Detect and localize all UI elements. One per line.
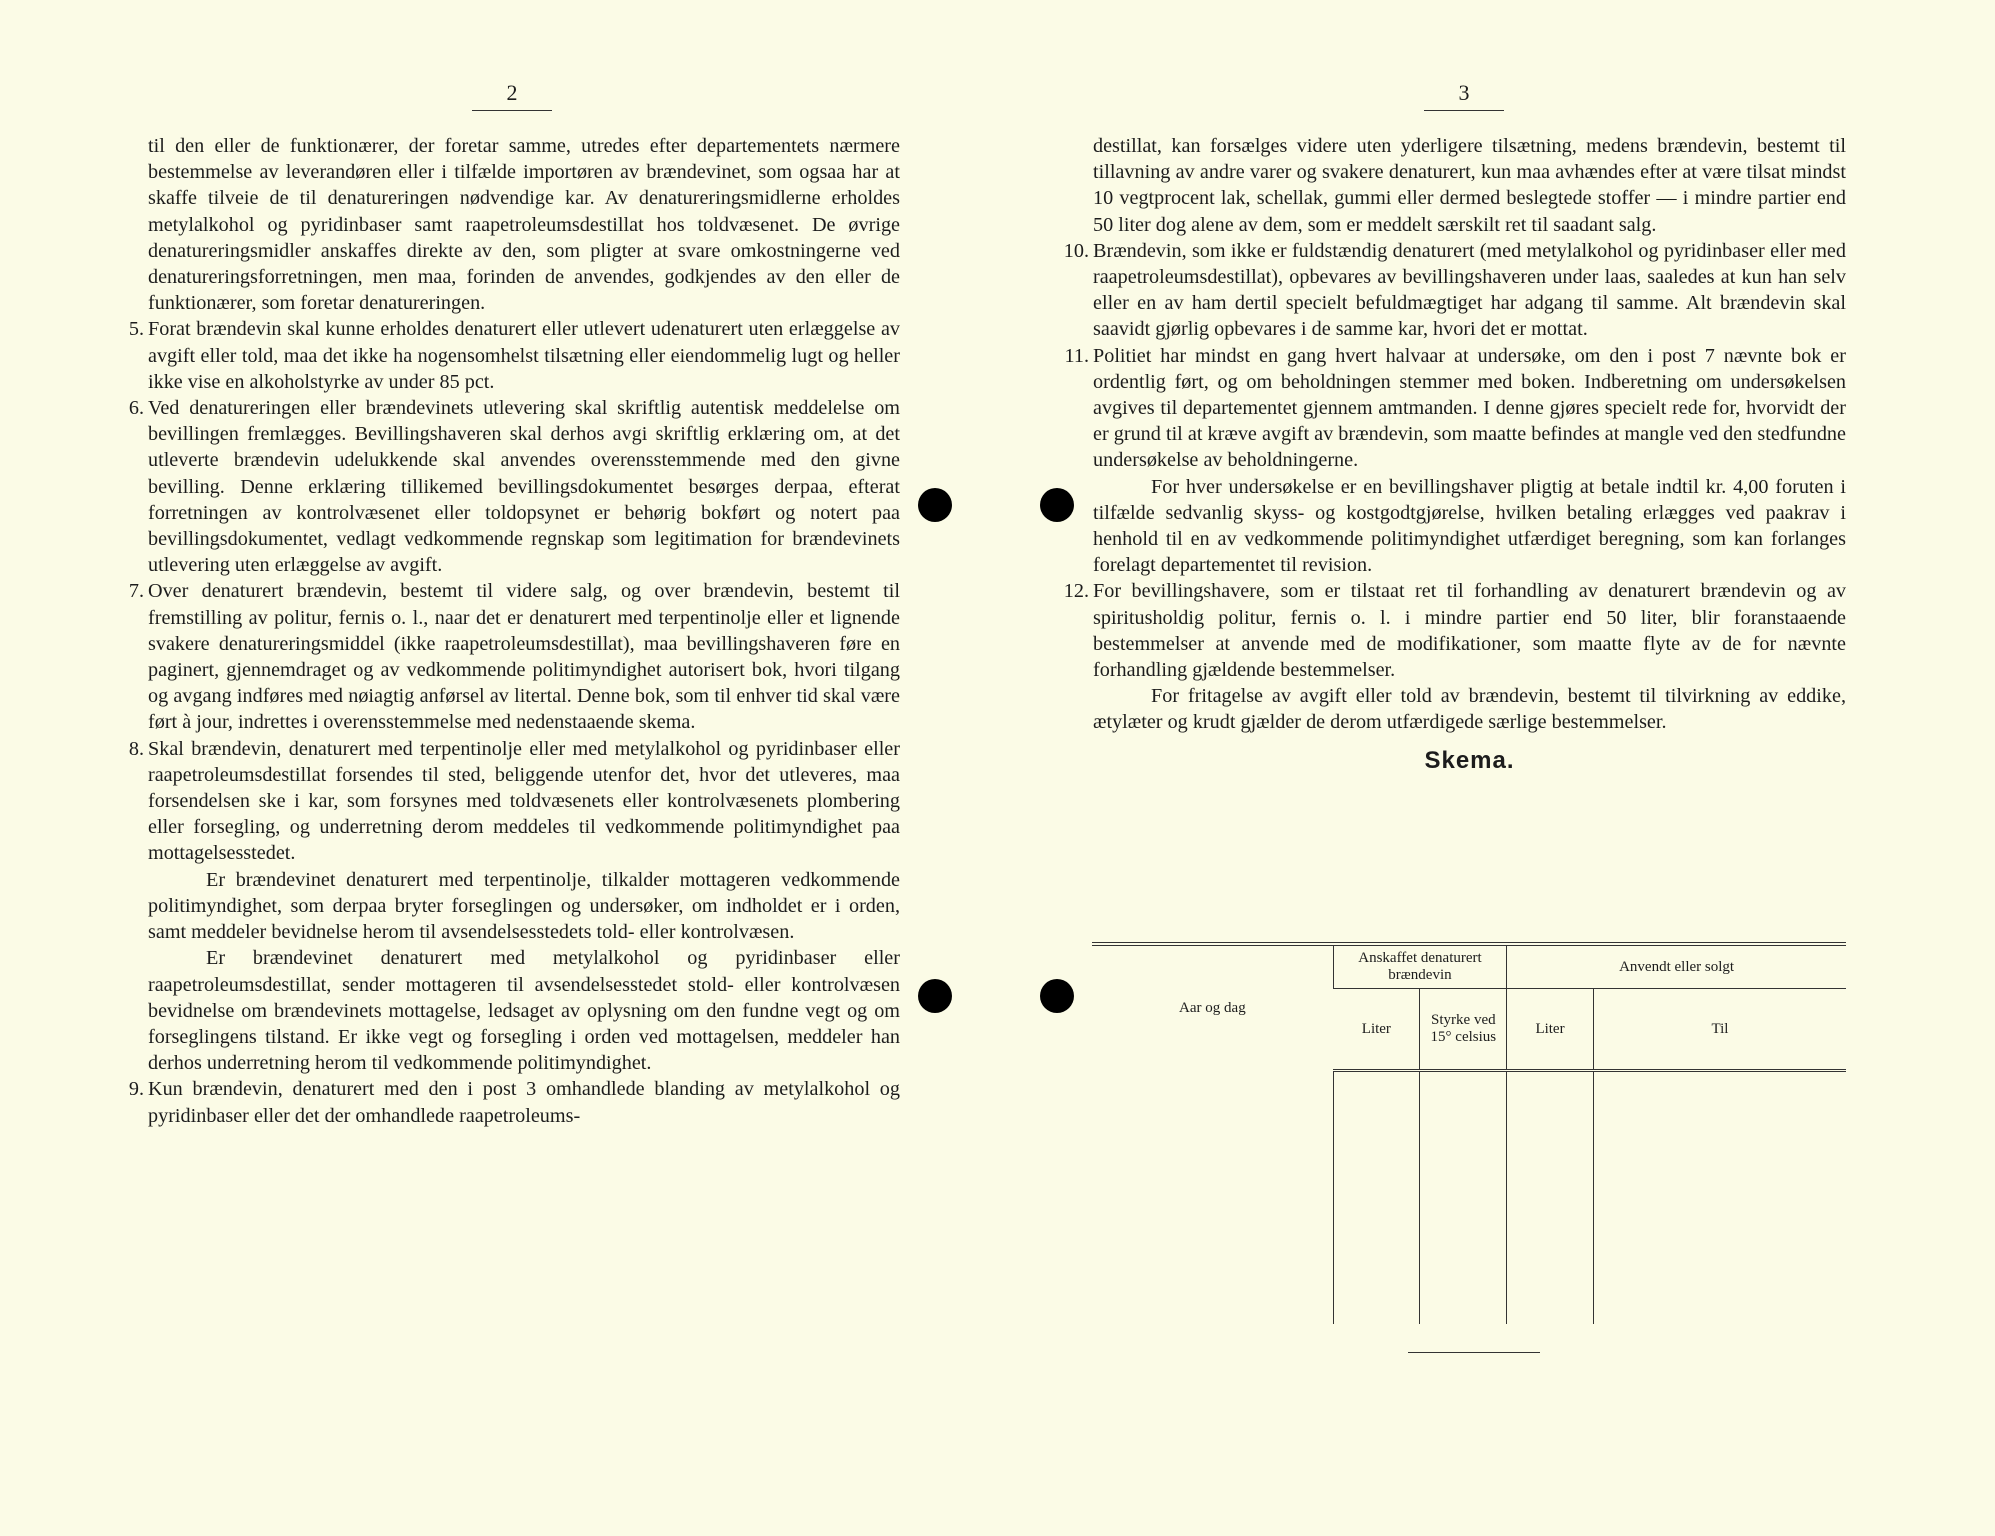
section-text: Forat brændevin skal kunne erholdes denaturert eller utlevert udenaturert uten erlæggelse av avgift eller told, maa det ikke ha nogensomhelst tilsætning eller eiendommelig lugt og heller ikke vise en alkoholstyrke av under 85 pct. — [148, 318, 900, 393]
table-cell — [1593, 1071, 1846, 1325]
section-number: 12. — [1063, 580, 1089, 603]
col-header-to: Til — [1593, 989, 1846, 1071]
closing-rule — [1408, 1352, 1540, 1353]
col-group-acquired: Anskaffet denaturert brændevin — [1333, 944, 1506, 989]
section-9 — [128, 1076, 900, 1128]
col-header-liter: Liter — [1333, 989, 1420, 1071]
section-12 — [1063, 578, 1846, 735]
section-text: Ved denatureringen eller brændevinets utlevering skal skriftlig autentisk meddelelse om bevillingen fremlægges. Bevillingshaveren skal derhos avgi skriftlig erklæring om, at det utleverte brændevin udelukkende skal anvendes overensstemmende med den givne bevilling. Denne erklæring tillikemed bevillingsdokumentet besørges derpaa, efterat forretningen av kontrolvæsenet eller toldopsynet er behørig bokført og notert paa bevillingsdokumentet, vedlagt vedkommende regnskap som legitimation for brændevinets utlevering uten erlæggelse av avgift. — [148, 397, 900, 577]
section-number: 8. — [128, 737, 144, 760]
section-5 — [128, 316, 900, 395]
col-header-date: Aar og dag — [1092, 944, 1333, 1071]
page-number-right: 3 — [1424, 80, 1504, 111]
table-cell — [1507, 1071, 1594, 1325]
section-text: Brændevin, som ikke er fuldstændig denaturert (med metylalkohol og pyridinbaser eller med raapetroleumsdestillat), opbevares av bevillingshaveren under laas, saaledes at kun han selv eller en av ham dertil specielt befuldmægtiget har adgang til samme. Alt brændevin skal saavidt gjørlig opbevares i de samme kar, hvori det er mottat. — [1093, 239, 1846, 341]
col-header-liter-used: Liter — [1507, 989, 1594, 1071]
paragraph-continued: til den eller de funktionærer, der foretar samme, utredes efter departementets nærmere bestemmelse av leverandøren eller i tilfælde importøren av brændevinet, som ogsaa har at skaffe tilveie de til denatureringen nødvendige kar. Av denatureringsmidlerne erholdes metylalkohol og pyridinbaser samt raapetroleumsdestillat hos toldvæsenet. De øvrige denatureringsmidler anskaffes direkte av den, som pligter at svare omkostningerne ved denatureringsforretningen, men maa, forinden de anvendes, godkjendes av den eller de funktionærer, som foretar denatureringen. — [148, 135, 900, 315]
section-number: 5. — [128, 318, 144, 341]
section-8 — [128, 736, 900, 1077]
right-page-column — [1063, 133, 1846, 784]
section-11 — [1064, 343, 1846, 579]
section-text: For fritagelse av avgift eller told av brændevin, bestemt til tilvirkning av eddike, ætylæter og krudt gjælder de derom utfærdigede særlige bestemmelser. — [1093, 685, 1846, 734]
col-group-used: Anvendt eller solgt — [1507, 944, 1846, 989]
section-text: Skal brændevin, denaturert med terpentinolje eller med metylalkohol og pyridinbaser eller raapetroleumsdestillat forsendes til sted, beliggende utenfor det, hvor det utleveres, maa forsendelsen ske i kar, som forsynes med toldvæsenets eller kontrolvæsenets plombering eller forsegling, og underretning derom meddeles til vedkommende politimyndighet paa mottagelsesstedet. — [148, 737, 900, 865]
paragraph-continued: destillat, kan forsælges videre uten yderligere tilsætning, medens brændevin, bestemt til tillavning av andre varer og svakere denaturert, kun maa avhændes efter at være tilsat mindst 10 vegtprocent lak, schellak, gummi eller dermed beslegtede stoffer — i mindre partier end 50 liter dog alene av dem, som er meddelt særskilt ret til saadant salg. — [1093, 135, 1846, 236]
section-text: Kun brændevin, denaturert med den i post 3 omhandlede blanding av metylalkohol og pyridinbaser eller det der omhandlede raapetroleums- — [148, 1078, 900, 1127]
table-cell — [1420, 1071, 1507, 1325]
section-7 — [128, 578, 900, 735]
section-text: Politiet har mindst en gang hvert halvaar at undersøke, om den i post 7 nævnte bok er ordentlig ført, og om beholdningen stemmer med boken. Indberetning om undersøkelsen avgives til departementet gjennem amtmanden. I denne gjøres specielt rede for, hvorvidt der er grund til at kræve avgift av brændevin, som maatte befindes at mangle ved den stedfundne undersøkelse av beholdningerne. — [1093, 344, 1846, 472]
section-number: 11. — [1064, 344, 1089, 367]
section-text: Er brændevinet denaturert med metylalkohol og pyridinbaser eller raapetroleumsdestillat, sender mottageren til avsendelsesstedet stold- eller kontrolvæsen bevidnelse om brændevinets mottagelse, ledsaget av oplysning om den fundne vegt og om forseglingens tilstand. Er ikke vegt og forsegling i orden ved mottagelsen, meddeler han derhos underretning herom til vedkommende politimyndighet. — [148, 947, 900, 1075]
section-text: For hver undersøkelse er en bevillingshaver pligtig at betale indtil kr. 4,00 foruten i tilfælde sedvanlig skyss- og kostgodtgjørelse, hvilken betaling erlægges ved paakrav i henhold til en av vedkommende politimyndighet utfærdiget beregning, som kan forlanges forelagt departementet til revision. — [1093, 475, 1846, 577]
left-page-column — [128, 133, 900, 1129]
section-number: 9. — [128, 1078, 144, 1101]
section-text: Over denaturert brændevin, bestemt til videre salg, og over brændevin, bestemt til fremstilling av politur, fernis o. l., naar det er denaturert med terpentinolje eller et lignende svakere denatureringsmiddel (ikke raapetroleumsdestillat), maa bevillingshaveren føre en paginert, gjennemdraget og av vedkommende politimyndighet autorisert bok, hvori tilgang og avgang indføres med nøiagtig anførsel av litertal. Denne bok, som til enhver tid skal være ført à jour, indrettes i overensstemmelse med nedenstaaende skema. — [148, 580, 900, 734]
section-number: 10. — [1063, 239, 1089, 262]
table-row — [1092, 1071, 1846, 1325]
punch-hole — [918, 488, 952, 522]
table-cell — [1092, 1071, 1333, 1325]
page-number-left: 2 — [472, 80, 552, 111]
section-text: For bevillingshavere, som er tilstaat ret til forhandling av denaturert brændevin og av spiritusholdig politur, fernis o. l. i mindre partier end 50 liter, blir foranstaaende bestemmelser at anvende med de modifikationer, som maatte flyte av de for nævnte forhandling gjældende bestemmelser. — [1093, 580, 1846, 682]
section-number: 7. — [128, 580, 144, 603]
punch-hole — [1040, 488, 1074, 522]
punch-hole — [1040, 979, 1074, 1013]
col-header-strength: Styrke ved 15° celsius — [1420, 989, 1507, 1071]
punch-hole — [918, 979, 952, 1013]
skema-table — [1092, 942, 1846, 1324]
section-6 — [128, 395, 900, 578]
section-10 — [1063, 238, 1846, 343]
table-cell — [1333, 1071, 1420, 1325]
skema-title: Skema. — [1424, 746, 1515, 774]
section-text: Er brændevinet denaturert med terpentinolje, tilkalder mottageren vedkommende politimyndighet, som derpaa bryter forseglingen og undersøker, om indholdet er i orden, samt meddeler bevidnelse herom til avsendelsesstedets told- eller kontrolvæsen. — [148, 868, 900, 944]
section-number: 6. — [128, 397, 144, 420]
